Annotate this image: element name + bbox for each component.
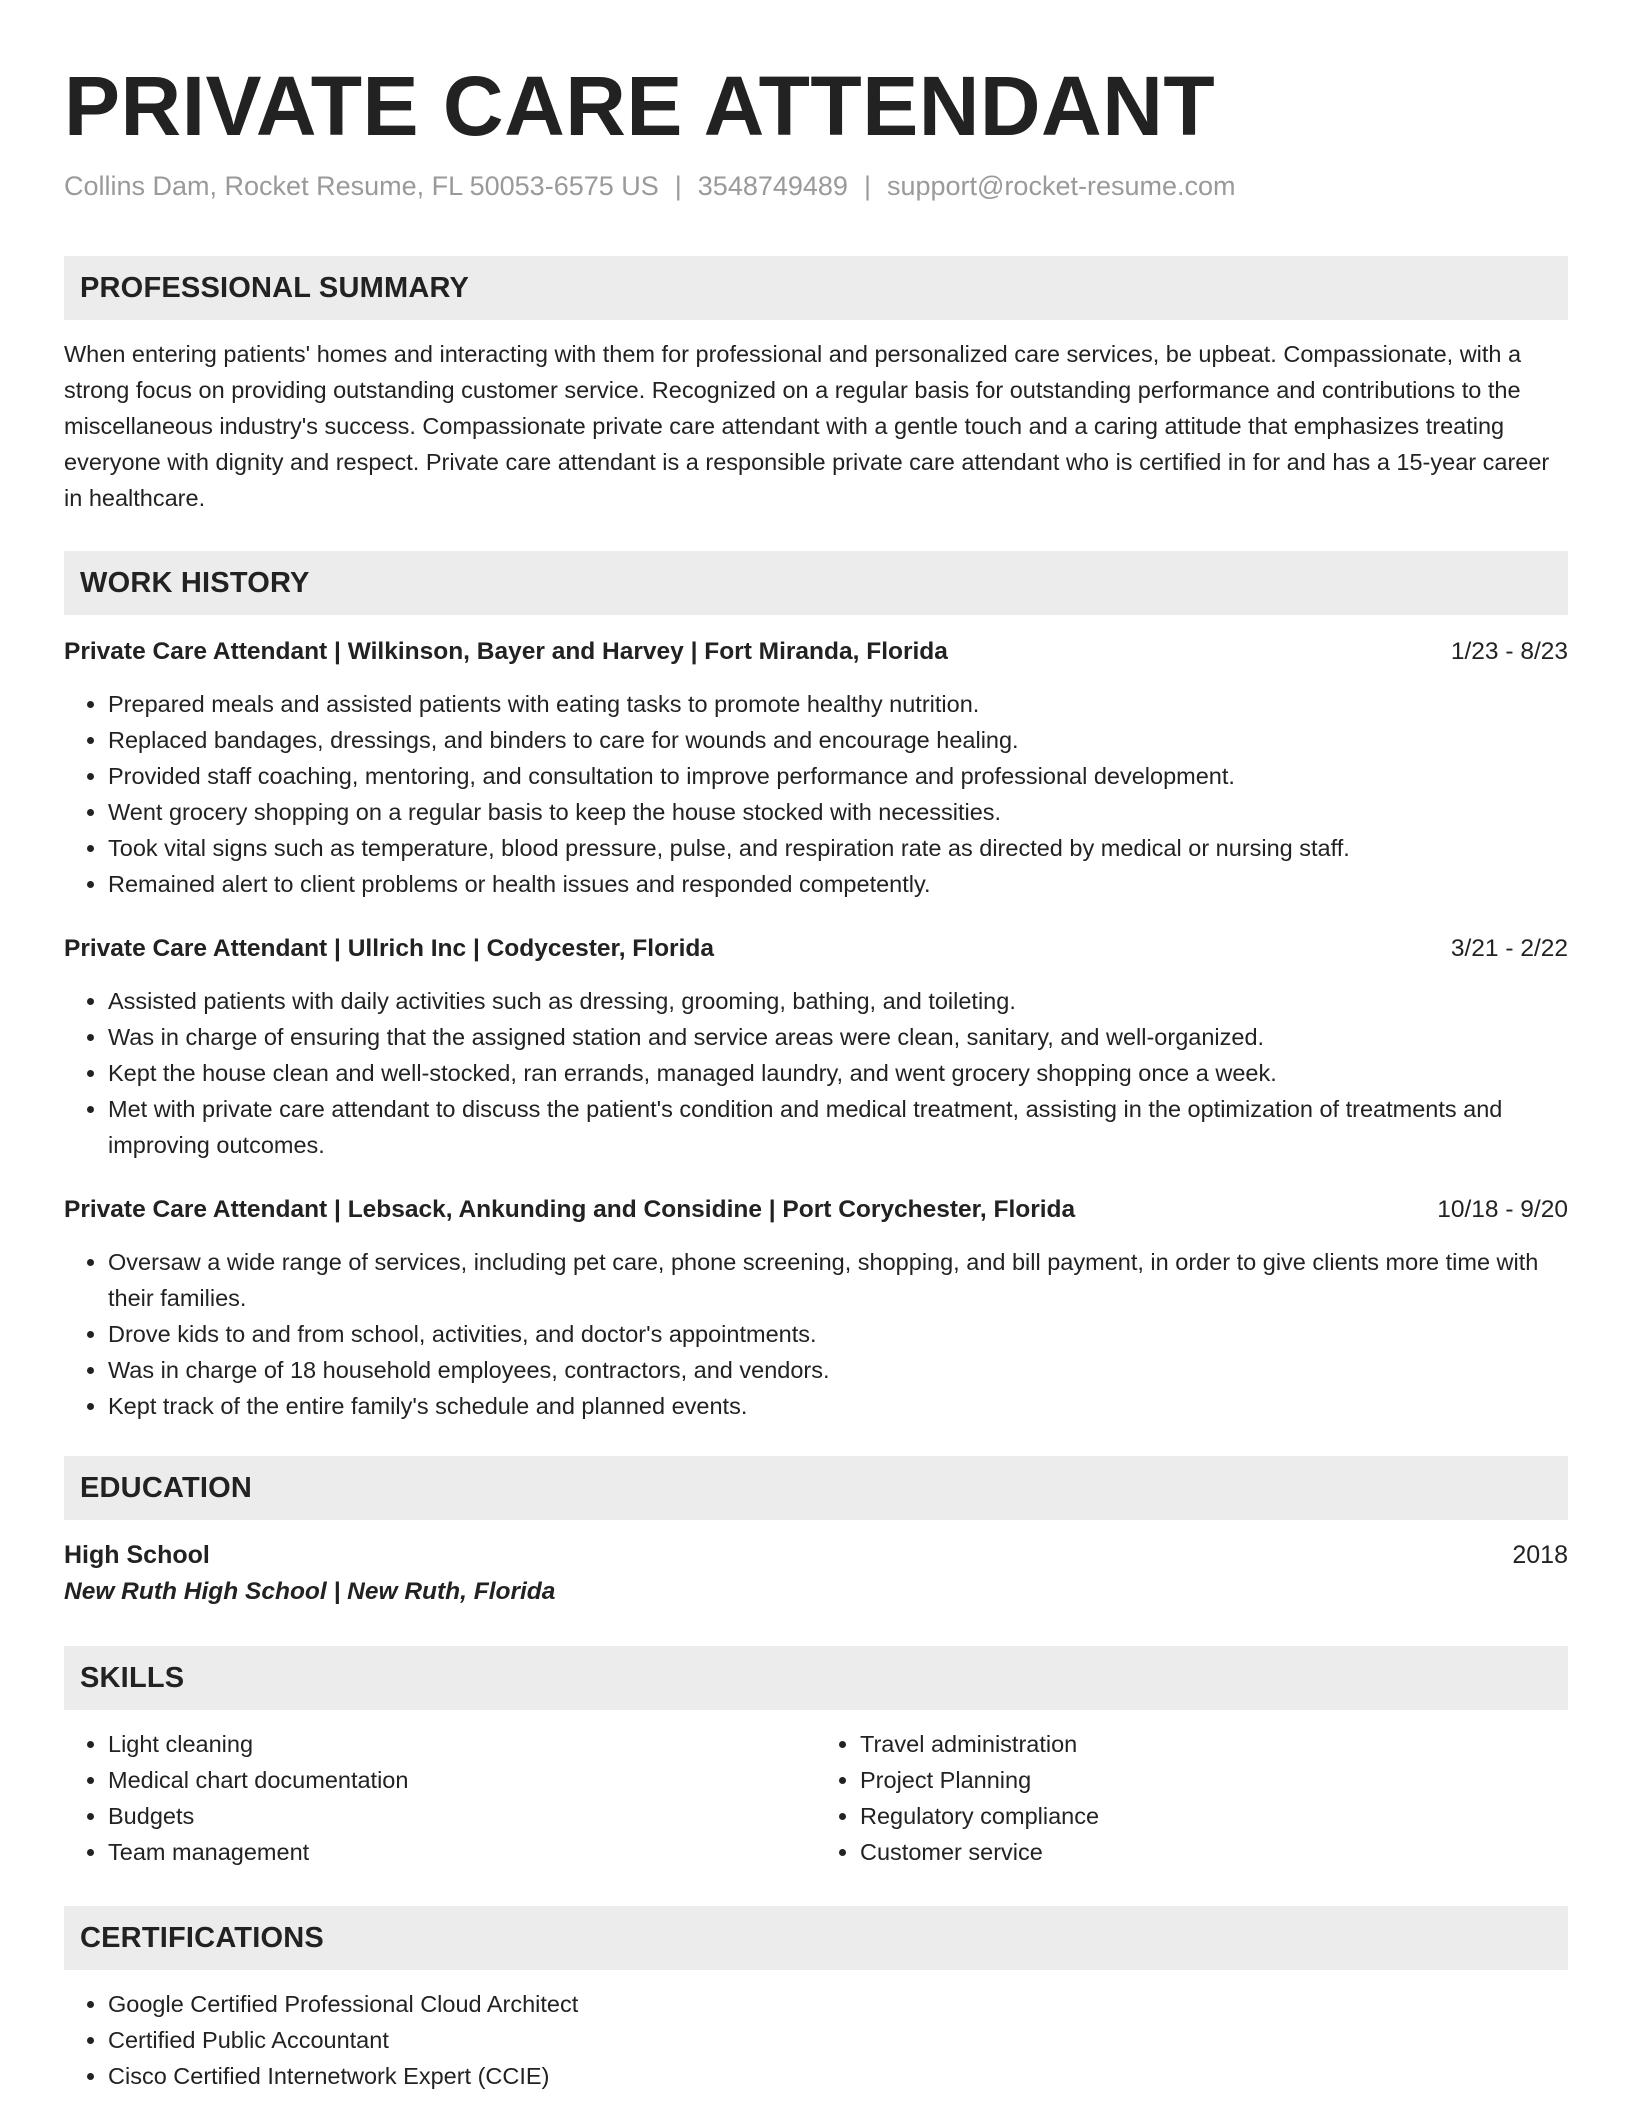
resume-name: PRIVATE CARE ATTENDANT bbox=[64, 59, 1216, 153]
skill-item: • Budgets bbox=[108, 1798, 816, 1834]
summary-text: When entering patients' homes and interacting with them for professional and personalized care services, be upbeat. Compassionate, with a strong focus on providing outstanding customer service. Recognized on a regular basis for outstanding performance and contributions to the miscellaneous industry's success. Compassionate private care attendant with a gentle touch and a caring attitude that emphasizes treating everyone with dignity and respect. Private care attendant is a responsible private care attendant who is certified in for and has a 15-year career in healthcare. bbox=[64, 341, 1550, 511]
skill-item: • Project Planning bbox=[860, 1762, 1568, 1798]
education-entry bbox=[64, 1536, 1568, 1610]
skills-list-left bbox=[64, 1726, 816, 1870]
education-heading: EDUCATION bbox=[64, 1456, 1568, 1520]
work-history-heading: WORK HISTORY bbox=[64, 551, 1568, 615]
job-bullet: • Remained alert to client problems or health issues and responded competently. bbox=[108, 866, 1568, 902]
education-school: New Ruth High School | New Ruth, Florida bbox=[64, 1578, 556, 1605]
job-dates: 3/21 - 2/22 bbox=[1450, 935, 1568, 962]
certification-item: • Cisco Certified Internetwork Expert (CCIE) bbox=[108, 2058, 1568, 2094]
job-header bbox=[64, 931, 1568, 967]
contact-phone: 3548749489 bbox=[697, 171, 848, 201]
job-title: Private Care Attendant | Wilkinson, Bayer and Harvey | Fort Miranda, Florida bbox=[64, 638, 948, 665]
job-bullet: • Went grocery shopping on a regular basis to keep the house stocked with necessities. bbox=[108, 794, 1568, 830]
job-entry bbox=[64, 634, 1568, 902]
skill-item: • Light cleaning bbox=[108, 1726, 816, 1762]
job-bullet: • Took vital signs such as temperature, blood pressure, pulse, and respiration rate as directed by medical or nursing staff. bbox=[108, 830, 1568, 866]
job-bullet: • Prepared meals and assisted patients with eating tasks to promote healthy nutrition. bbox=[108, 686, 1568, 722]
skills-heading: SKILLS bbox=[64, 1646, 1568, 1710]
certification-item: • Certified Public Accountant bbox=[108, 2022, 1568, 2058]
certifications-heading: CERTIFICATIONS bbox=[64, 1906, 1568, 1970]
skill-item: • Team management bbox=[108, 1834, 816, 1870]
education-degree: High School bbox=[64, 1541, 210, 1569]
contact-line bbox=[64, 168, 1568, 204]
job-header bbox=[64, 634, 1568, 670]
education-year: 2018 bbox=[1512, 1541, 1568, 1569]
skills-columns bbox=[64, 1710, 1568, 1870]
job-bullet: • Replaced bandages, dressings, and binders to care for wounds and encourage healing. bbox=[108, 722, 1568, 758]
skill-item: • Travel administration bbox=[860, 1726, 1568, 1762]
education-header bbox=[64, 1536, 1568, 1574]
job-title: Private Care Attendant | Lebsack, Ankunding and Considine | Port Corychester, Florida bbox=[64, 1196, 1076, 1223]
certifications-list bbox=[64, 1986, 1568, 2094]
skill-item: • Regulatory compliance bbox=[860, 1798, 1568, 1834]
job-title: Private Care Attendant | Ullrich Inc | Codycester, Florida bbox=[64, 935, 714, 962]
job-entry bbox=[64, 931, 1568, 1163]
job-bullets bbox=[64, 686, 1568, 902]
job-bullet: • Met with private care attendant to discuss the patient's condition and medical treatment, assisting in the optimization of treatments and improving outcomes. bbox=[108, 1091, 1568, 1163]
summary-heading: PROFESSIONAL SUMMARY bbox=[64, 256, 1568, 320]
job-entry bbox=[64, 1192, 1568, 1424]
contact-separator: | bbox=[674, 171, 682, 201]
skill-item: • Customer service bbox=[860, 1834, 1568, 1870]
job-bullet: • Provided staff coaching, mentoring, and consultation to improve performance and professional development. bbox=[108, 758, 1568, 794]
contact-address: Collins Dam, Rocket Resume, FL 50053-6575 US bbox=[64, 171, 659, 201]
job-bullet: • Was in charge of ensuring that the assigned station and service areas were clean, sanitary, and well-organized. bbox=[108, 1019, 1568, 1055]
job-bullet: • Oversaw a wide range of services, including pet care, phone screening, shopping, and bill payment, in order to give clients more time with their families. bbox=[108, 1244, 1568, 1316]
contact-separator: | bbox=[863, 171, 871, 201]
job-dates: 1/23 - 8/23 bbox=[1450, 638, 1568, 665]
job-bullet: • Kept track of the entire family's schedule and planned events. bbox=[108, 1388, 1568, 1424]
job-bullet: • Kept the house clean and well-stocked, ran errands, managed laundry, and went grocery shopping once a week. bbox=[108, 1055, 1568, 1091]
job-bullet: • Drove kids to and from school, activities, and doctor's appointments. bbox=[108, 1316, 1568, 1352]
certification-item: • Google Certified Professional Cloud Architect bbox=[108, 1986, 1568, 2022]
contact-email: support@rocket-resume.com bbox=[886, 171, 1236, 201]
job-bullets bbox=[64, 1244, 1568, 1424]
job-bullet: • Was in charge of 18 household employees, contractors, and vendors. bbox=[108, 1352, 1568, 1388]
skill-item: • Medical chart documentation bbox=[108, 1762, 816, 1798]
skills-list-right bbox=[816, 1726, 1568, 1870]
job-header bbox=[64, 1192, 1568, 1228]
job-bullet: • Assisted patients with daily activities such as dressing, grooming, bathing, and toileting. bbox=[108, 983, 1568, 1019]
job-dates: 10/18 - 9/20 bbox=[1437, 1196, 1568, 1223]
job-bullets bbox=[64, 983, 1568, 1163]
